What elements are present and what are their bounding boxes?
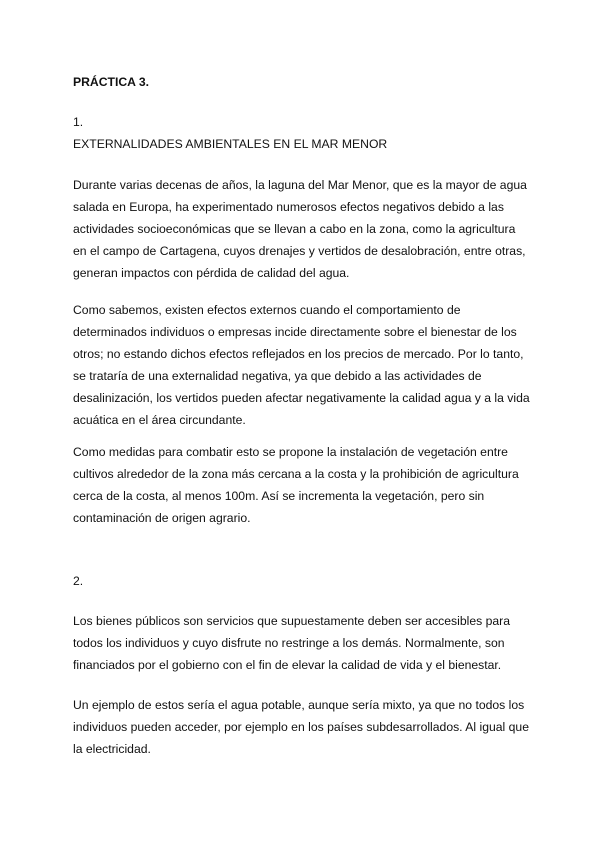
text-line: se trataría de una externalidad negativa, ya que debido a las actividades de (73, 369, 482, 383)
text-line: todos los individuos y cuyo disfrute no restringe a los demás. Normalmente, son (73, 636, 505, 650)
text-line: generan impactos con pérdida de calidad del agua. (73, 266, 350, 280)
section-1-paragraph-2 (73, 299, 543, 431)
text-line: actividades socioeconómicas que se llevan a cabo en la zona, como la agricultura (73, 222, 516, 236)
text-line: contaminación de origen agrario. (73, 511, 251, 525)
text-line: desalinización, los vertidos pueden afectar negativamente la calidad agua y a la vida (73, 391, 530, 405)
document-title: PRÁCTICA 3. (73, 75, 150, 89)
text-line: cerca de la costa, al menos 100m. Así se incrementa la vegetación, pero sin (73, 489, 485, 503)
section-1-heading: EXTERNALIDADES AMBIENTALES EN EL MAR MENOR (73, 137, 388, 151)
section-2-paragraph-2 (73, 694, 543, 760)
text-line: en el campo de Cartagena, cuyos drenajes y vertidos de desalobración, entre otras, (73, 244, 526, 258)
text-line: la electricidad. (73, 742, 151, 756)
text-line: Un ejemplo de estos sería el agua potable, aunque sería mixto, ya que no todos los (73, 698, 525, 712)
text-line: salada en Europa, ha experimentado numerosos efectos negativos debido a las (73, 200, 504, 214)
text-line: Como sabemos, existen efectos externos cuando el comportamiento de (73, 303, 461, 317)
text-line: individuos pueden acceder, por ejemplo en los países subdesarrollados. Al igual que (73, 720, 529, 734)
text-line: Como medidas para combatir esto se propone la instalación de vegetación entre (73, 445, 508, 459)
section-1-paragraph-3 (73, 441, 543, 529)
text-line: acuática en el área circundante. (73, 413, 246, 427)
text-line: Durante varias decenas de años, la laguna del Mar Menor, que es la mayor de agua (73, 178, 527, 192)
text-line: cultivos alrededor de la zona más cercana a la costa y la prohibición de agricultura (73, 467, 519, 481)
text-line: determinados individuos o empresas incide directamente sobre el bienestar de los (73, 325, 517, 339)
section-2-paragraph-1 (73, 610, 543, 676)
text-line: otros; no estando dichos efectos reflejados en los precios de mercado. Por lo tanto, (73, 347, 524, 361)
section-1-paragraph-1 (73, 174, 543, 284)
text-line: Los bienes públicos son servicios que supuestamente deben ser accesibles para (73, 614, 510, 628)
text-line: financiados por el gobierno con el fin de elevar la calidad de vida y el bienestar. (73, 658, 502, 672)
section-1-number: 1. (73, 115, 84, 129)
section-2-number: 2. (73, 574, 84, 588)
